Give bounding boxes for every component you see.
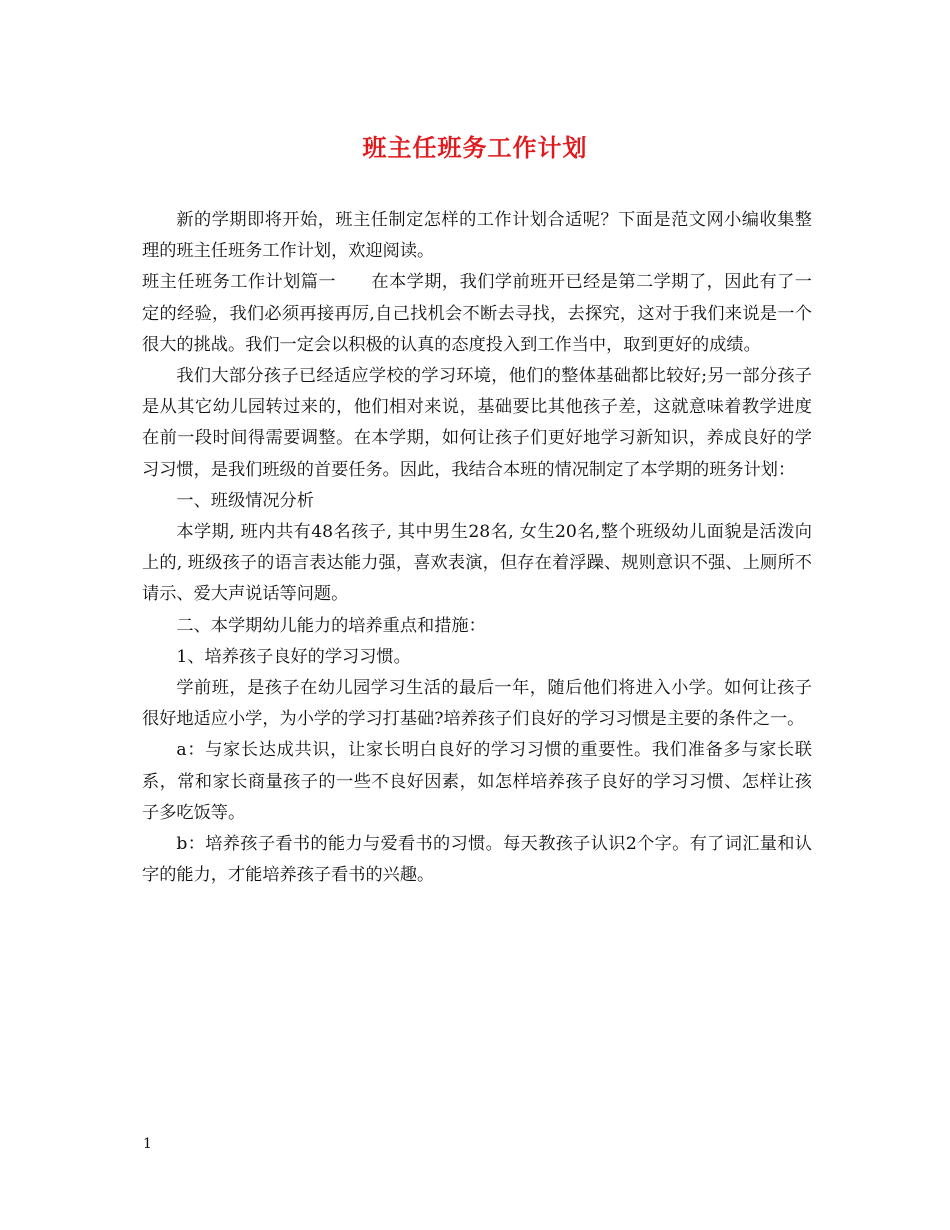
document-title: 班主任班务工作计划 — [362, 133, 588, 162]
paragraph-reading-habits: b：培养孩子看书的能力与爱看书的习惯。每天教孩子认识2个字。有了词汇量和认字的能力，才能培养孩子看书的兴趣。 — [142, 834, 812, 886]
paragraph-section-one: 班主任班务工作计划篇一 在本学期，我们学前班开已经是第二学期了，因此有了一定的经验，我们必须再接再厉,自己找机会不断去寻找，去探究，这对于我们来说是一个很大的挑战。我们一定会以积极的认真的态度投入到工作当中，取到更好的成绩。 — [142, 272, 812, 355]
heading-class-analysis: 一、班级情况分析 — [176, 490, 314, 511]
paragraph-intro: 新的学期即将开始，班主任制定怎样的工作计划合适呢？下面是范文网小编收集整理的班主任班务工作计划，欢迎阅读。 — [142, 210, 812, 262]
paragraph-class-foundation: 我们大部分孩子已经适应学校的学习环境，他们的整体基础都比较好;另一部分孩子是从其它幼儿园转过来的，他们相对来说，基础要比其他孩子差，这就意味着教学进度在前一段时间得需要调整。在本学期，如何让孩子们更好地学习新知识，养成良好的学习习惯，是我们班级的首要任务。因此，我结合本班的情况制定了本学期的班务计划： — [142, 366, 812, 480]
paragraph-class-analysis: 本学期, 班内共有48名孩子, 其中男生28名, 女生20名,整个班级幼儿面貌是活泼向上的, 班级孩子的语言表达能力强，喜欢表演，但存在着浮躁、规则意识不强、上厕所不请示、爱大声说话等问题。 — [142, 522, 812, 605]
paragraph-preschool-transition: 学前班，是孩子在幼儿园学习生活的最后一年，随后他们将进入小学。如何让孩子很好地适应小学，为小学的学习打基础?培养孩子们良好的学习习惯是主要的条件之一。 — [142, 678, 812, 730]
paragraph-parent-consensus: a：与家长达成共识，让家长明白良好的学习习惯的重要性。我们准备多与家长联系，常和家长商量孩子的一些不良好因素，如怎样培养孩子良好的学习习惯、怎样让孩子多吃饭等。 — [142, 740, 812, 823]
heading-study-habits: 1、培养孩子良好的学习习惯。 — [176, 646, 411, 667]
page-number: 1 — [143, 1136, 152, 1152]
heading-ability-focus: 二、本学期幼儿能力的培养重点和措施： — [176, 615, 486, 636]
document-body — [142, 205, 812, 891]
